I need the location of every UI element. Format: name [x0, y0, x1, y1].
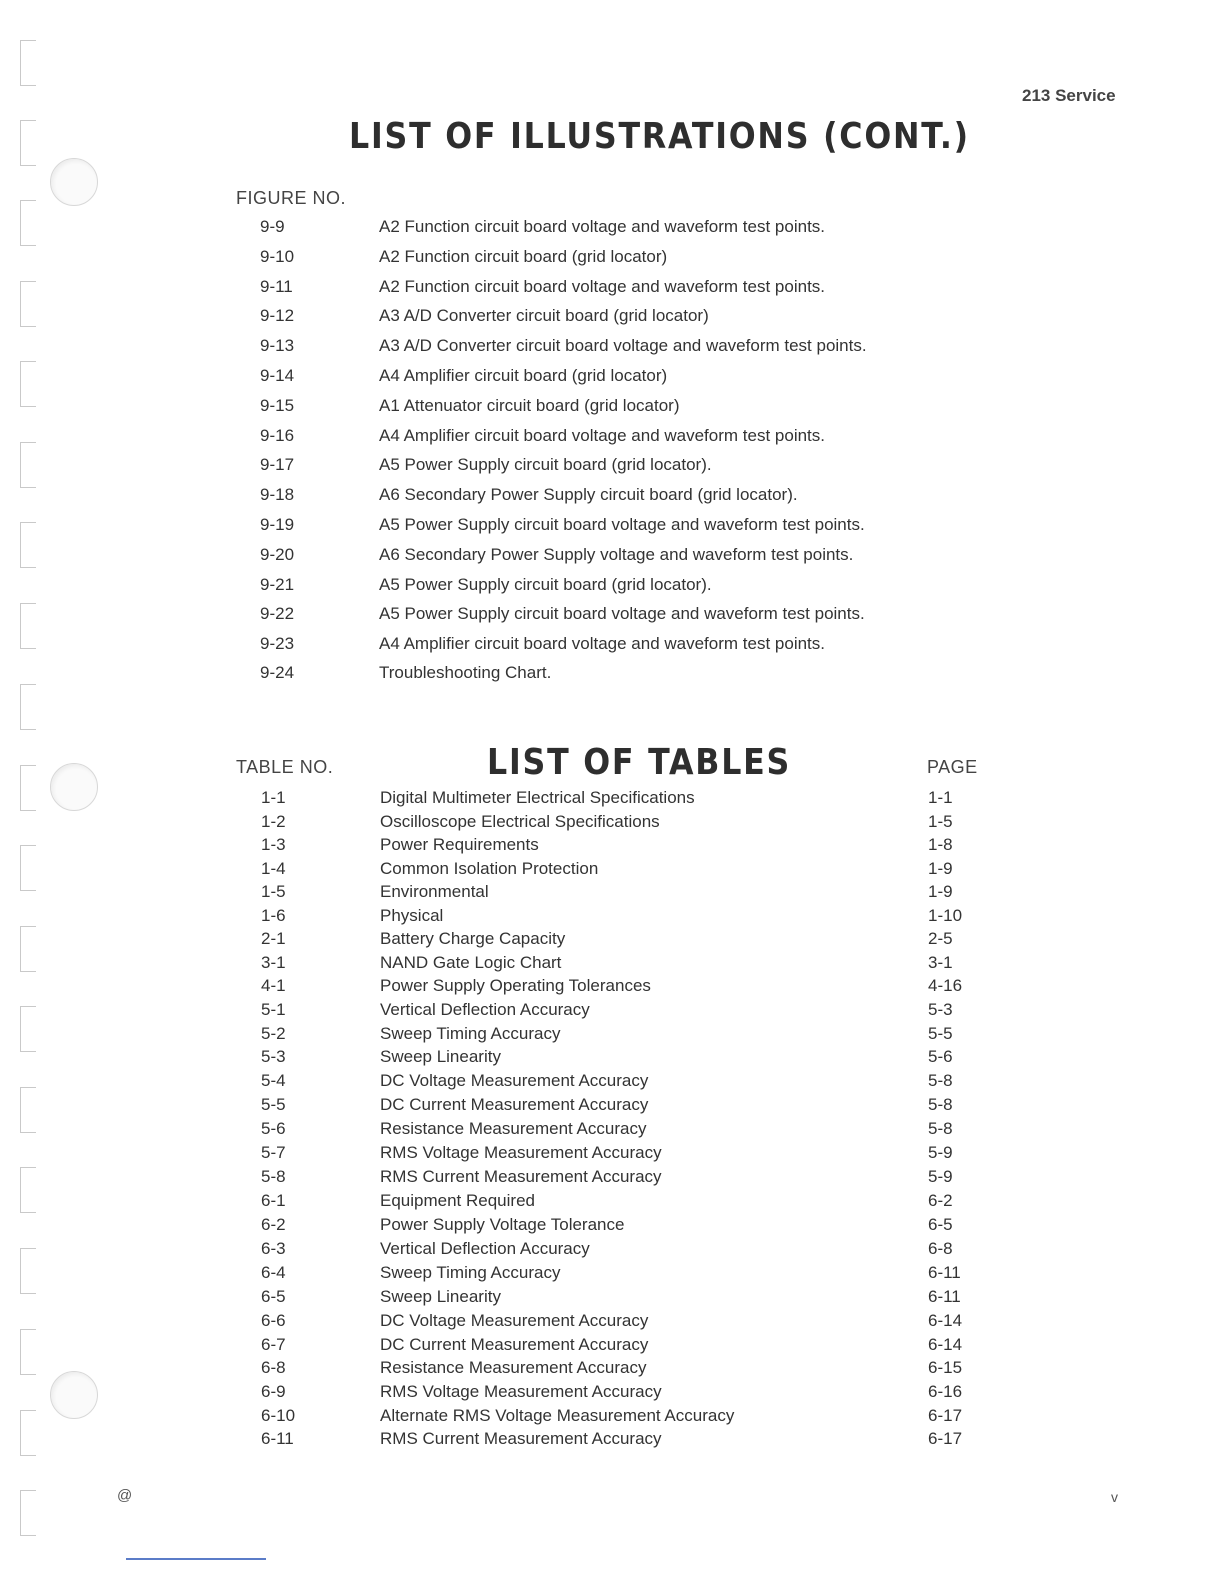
table-number: 6-7: [261, 1335, 286, 1354]
figure-number: 9-12: [260, 306, 295, 325]
table-title: Resistance Measurement Accuracy: [380, 1358, 647, 1377]
page-number: 1-1: [928, 788, 953, 807]
table-row: [0, 1143, 1000, 1167]
table-number: 5-3: [261, 1047, 286, 1066]
table-row: [0, 1071, 1000, 1095]
figure-title: A4 Amplifier circuit board voltage and waveform test points.: [379, 634, 825, 653]
list-item: [0, 306, 1000, 336]
figure-title: Troubleshooting Chart.: [379, 663, 552, 682]
table-row: [0, 1215, 1000, 1239]
page-number: 6-11: [928, 1287, 961, 1306]
table-title: DC Current Measurement Accuracy: [380, 1095, 649, 1114]
table-number: 5-1: [261, 1000, 286, 1019]
table-row: [0, 1167, 1000, 1191]
list-item: [0, 217, 1000, 247]
table-number: 5-6: [261, 1119, 286, 1138]
page-number: 6-15: [928, 1358, 963, 1377]
figure-title: A3 A/D Converter circuit board voltage and waveform test points.: [379, 336, 867, 355]
table-title: Digital Multimeter Electrical Specifications: [380, 788, 695, 807]
table-row: [0, 1191, 1000, 1215]
table-row: [0, 1024, 1000, 1048]
table-row: [0, 1382, 1000, 1406]
table-row: [0, 1311, 1000, 1335]
figure-number: 9-18: [260, 485, 295, 504]
page-heading: PAGE: [927, 757, 978, 777]
list-item: [0, 396, 1000, 426]
table-number: 6-1: [261, 1191, 286, 1210]
table-title: Vertical Deflection Accuracy: [380, 1000, 590, 1019]
figure-number: 9-11: [260, 277, 293, 296]
table-title: Alternate RMS Voltage Measurement Accuracy: [380, 1406, 735, 1425]
table-title: Resistance Measurement Accuracy: [380, 1119, 647, 1138]
table-number: 6-9: [261, 1382, 286, 1401]
table-title: Power Requirements: [380, 835, 539, 854]
table-row: [0, 859, 1000, 883]
page-number: 6-14: [928, 1335, 963, 1354]
list-item: [0, 634, 1000, 664]
figure-title: A6 Secondary Power Supply voltage and waveform test points.: [379, 545, 854, 564]
figure-number: 9-14: [260, 366, 295, 385]
table-title: RMS Current Measurement Accuracy: [380, 1167, 662, 1186]
list-item: [0, 485, 1000, 515]
table-number: 1-2: [261, 812, 286, 831]
page-number: 5-9: [928, 1167, 953, 1186]
table-title: Physical: [380, 906, 444, 925]
page-number: 6-14: [928, 1311, 963, 1330]
page-number: 6-2: [928, 1191, 953, 1210]
table-title: Oscilloscope Electrical Specifications: [380, 812, 660, 831]
list-item: [0, 247, 1000, 277]
page-number: 1-9: [928, 859, 953, 878]
figure-number: 9-21: [260, 575, 295, 594]
table-row: [0, 1287, 1000, 1311]
list-item: [0, 515, 1000, 545]
table-row: [0, 1047, 1000, 1071]
figure-no-heading: FIGURE NO.: [236, 188, 347, 208]
page-number: 6-17: [928, 1429, 963, 1448]
table-number: 5-2: [261, 1024, 286, 1043]
figure-number: 9-15: [260, 396, 295, 415]
page-number: 5-6: [928, 1047, 953, 1066]
page-number: 5-5: [928, 1024, 953, 1043]
table-title: Sweep Timing Accuracy: [380, 1263, 561, 1282]
table-title: DC Voltage Measurement Accuracy: [380, 1311, 649, 1330]
table-number: 5-5: [261, 1095, 286, 1114]
table-title: Power Supply Operating Tolerances: [380, 976, 651, 995]
figure-number: 9-23: [260, 634, 295, 653]
table-title: Power Supply Voltage Tolerance: [380, 1215, 625, 1234]
figure-number: 9-13: [260, 336, 295, 355]
page-number: 3-1: [928, 953, 953, 972]
figure-number: 9-20: [260, 545, 295, 564]
figure-title: A3 A/D Converter circuit board (grid locator): [379, 306, 709, 325]
page-number: 6-5: [928, 1215, 953, 1234]
figure-number: 9-19: [260, 515, 295, 534]
list-item: [0, 277, 1000, 307]
table-number: 1-5: [261, 882, 286, 901]
figure-title: A5 Power Supply circuit board (grid locator).: [379, 455, 712, 474]
binder-mark: [20, 40, 36, 86]
table-row: [0, 788, 1000, 812]
page-header: 213 Service: [1022, 86, 1116, 105]
table-number: 5-7: [261, 1143, 286, 1162]
table-row: [0, 882, 1000, 906]
figure-title: A4 Amplifier circuit board voltage and waveform test points.: [379, 426, 825, 445]
page-number: 4-16: [928, 976, 963, 995]
figure-number: 9-10: [260, 247, 295, 266]
page-number: 1-5: [928, 812, 953, 831]
table-row: [0, 1095, 1000, 1119]
table-number: 5-4: [261, 1071, 286, 1090]
table-title: DC Voltage Measurement Accuracy: [380, 1071, 649, 1090]
illustrations-title: LIST OF ILLUSTRATIONS (CONT.): [349, 116, 970, 157]
table-number: 6-2: [261, 1215, 286, 1234]
table-number: 3-1: [261, 953, 286, 972]
table-title: Vertical Deflection Accuracy: [380, 1239, 590, 1258]
table-no-heading: TABLE NO.: [236, 757, 334, 777]
list-item: [0, 663, 1000, 693]
figure-number: 9-22: [260, 604, 295, 623]
table-title: Battery Charge Capacity: [380, 929, 566, 948]
figure-number: 9-17: [260, 455, 295, 474]
table-title: Common Isolation Protection: [380, 859, 599, 878]
table-row: [0, 1000, 1000, 1024]
table-title: RMS Voltage Measurement Accuracy: [380, 1143, 662, 1162]
page-number: 5-9: [928, 1143, 953, 1162]
table-number: 5-8: [261, 1167, 286, 1186]
figure-number: 9-24: [260, 663, 295, 682]
footer-mark: @: [117, 1487, 133, 1504]
table-number: 6-10: [261, 1406, 296, 1425]
figure-title: A5 Power Supply circuit board (grid locator).: [379, 575, 712, 594]
page-number: 5-8: [928, 1071, 953, 1090]
table-row: [0, 1335, 1000, 1359]
binder-mark: [20, 120, 36, 166]
table-title: Sweep Timing Accuracy: [380, 1024, 561, 1043]
table-row: [0, 953, 1000, 977]
page-number: 5-3: [928, 1000, 953, 1019]
table-title: RMS Current Measurement Accuracy: [380, 1429, 662, 1448]
page-number: 6-8: [928, 1239, 953, 1258]
table-title: NAND Gate Logic Chart: [380, 953, 562, 972]
list-item: [0, 575, 1000, 605]
page-number: 6-11: [928, 1263, 961, 1282]
table-row: [0, 976, 1000, 1000]
figure-title: A4 Amplifier circuit board (grid locator): [379, 366, 668, 385]
figure-title: A2 Function circuit board voltage and waveform test points.: [379, 217, 826, 236]
table-row: [0, 1119, 1000, 1143]
binder-mark: [20, 1490, 36, 1536]
figure-number: 9-16: [260, 426, 295, 445]
figure-title: A2 Function circuit board (grid locator): [379, 247, 668, 266]
table-row: [0, 1429, 1000, 1453]
figure-number: 9-9: [260, 217, 285, 236]
punch-hole: [50, 158, 98, 206]
page-number: 1-10: [928, 906, 963, 925]
table-row: [0, 812, 1000, 836]
page-folio: v: [1111, 1489, 1118, 1505]
figure-title: A6 Secondary Power Supply circuit board (grid locator).: [379, 485, 798, 504]
table-number: 6-3: [261, 1239, 286, 1258]
page-number: 5-8: [928, 1119, 953, 1138]
page-number: 6-16: [928, 1382, 963, 1401]
figure-title: A1 Attenuator circuit board (grid locator): [379, 396, 680, 415]
table-title: Sweep Linearity: [380, 1287, 501, 1306]
list-item: [0, 366, 1000, 396]
table-number: 6-5: [261, 1287, 286, 1306]
table-title: RMS Voltage Measurement Accuracy: [380, 1382, 662, 1401]
table-row: [0, 906, 1000, 930]
table-row: [0, 1358, 1000, 1382]
table-title: Sweep Linearity: [380, 1047, 501, 1066]
table-number: 4-1: [261, 976, 286, 995]
list-item: [0, 426, 1000, 456]
table-title: Environmental: [380, 882, 489, 901]
table-number: 6-11: [261, 1429, 294, 1448]
list-item: [0, 455, 1000, 485]
table-row: [0, 929, 1000, 953]
page-number: 1-8: [928, 835, 953, 854]
list-item: [0, 545, 1000, 575]
list-item: [0, 604, 1000, 634]
list-item: [0, 336, 1000, 366]
table-number: 1-1: [261, 788, 286, 807]
table-row: [0, 1263, 1000, 1287]
bottom-rule: [126, 1558, 266, 1560]
table-number: 1-3: [261, 835, 286, 854]
figure-title: A5 Power Supply circuit board voltage and waveform test points.: [379, 604, 865, 623]
figure-title: A5 Power Supply circuit board voltage and waveform test points.: [379, 515, 865, 534]
table-row: [0, 835, 1000, 859]
page-number: 1-9: [928, 882, 953, 901]
table-number: 6-8: [261, 1358, 286, 1377]
table-title: Equipment Required: [380, 1191, 535, 1210]
tables-title: LIST OF TABLES: [487, 742, 792, 783]
table-title: DC Current Measurement Accuracy: [380, 1335, 649, 1354]
table-row: [0, 1406, 1000, 1430]
table-number: 1-4: [261, 859, 286, 878]
table-number: 6-4: [261, 1263, 286, 1282]
table-number: 6-6: [261, 1311, 286, 1330]
table-number: 2-1: [261, 929, 286, 948]
page-number: 6-17: [928, 1406, 963, 1425]
table-number: 1-6: [261, 906, 286, 925]
figure-title: A2 Function circuit board voltage and waveform test points.: [379, 277, 826, 296]
table-row: [0, 1239, 1000, 1263]
page-number: 2-5: [928, 929, 953, 948]
page-number: 5-8: [928, 1095, 953, 1114]
